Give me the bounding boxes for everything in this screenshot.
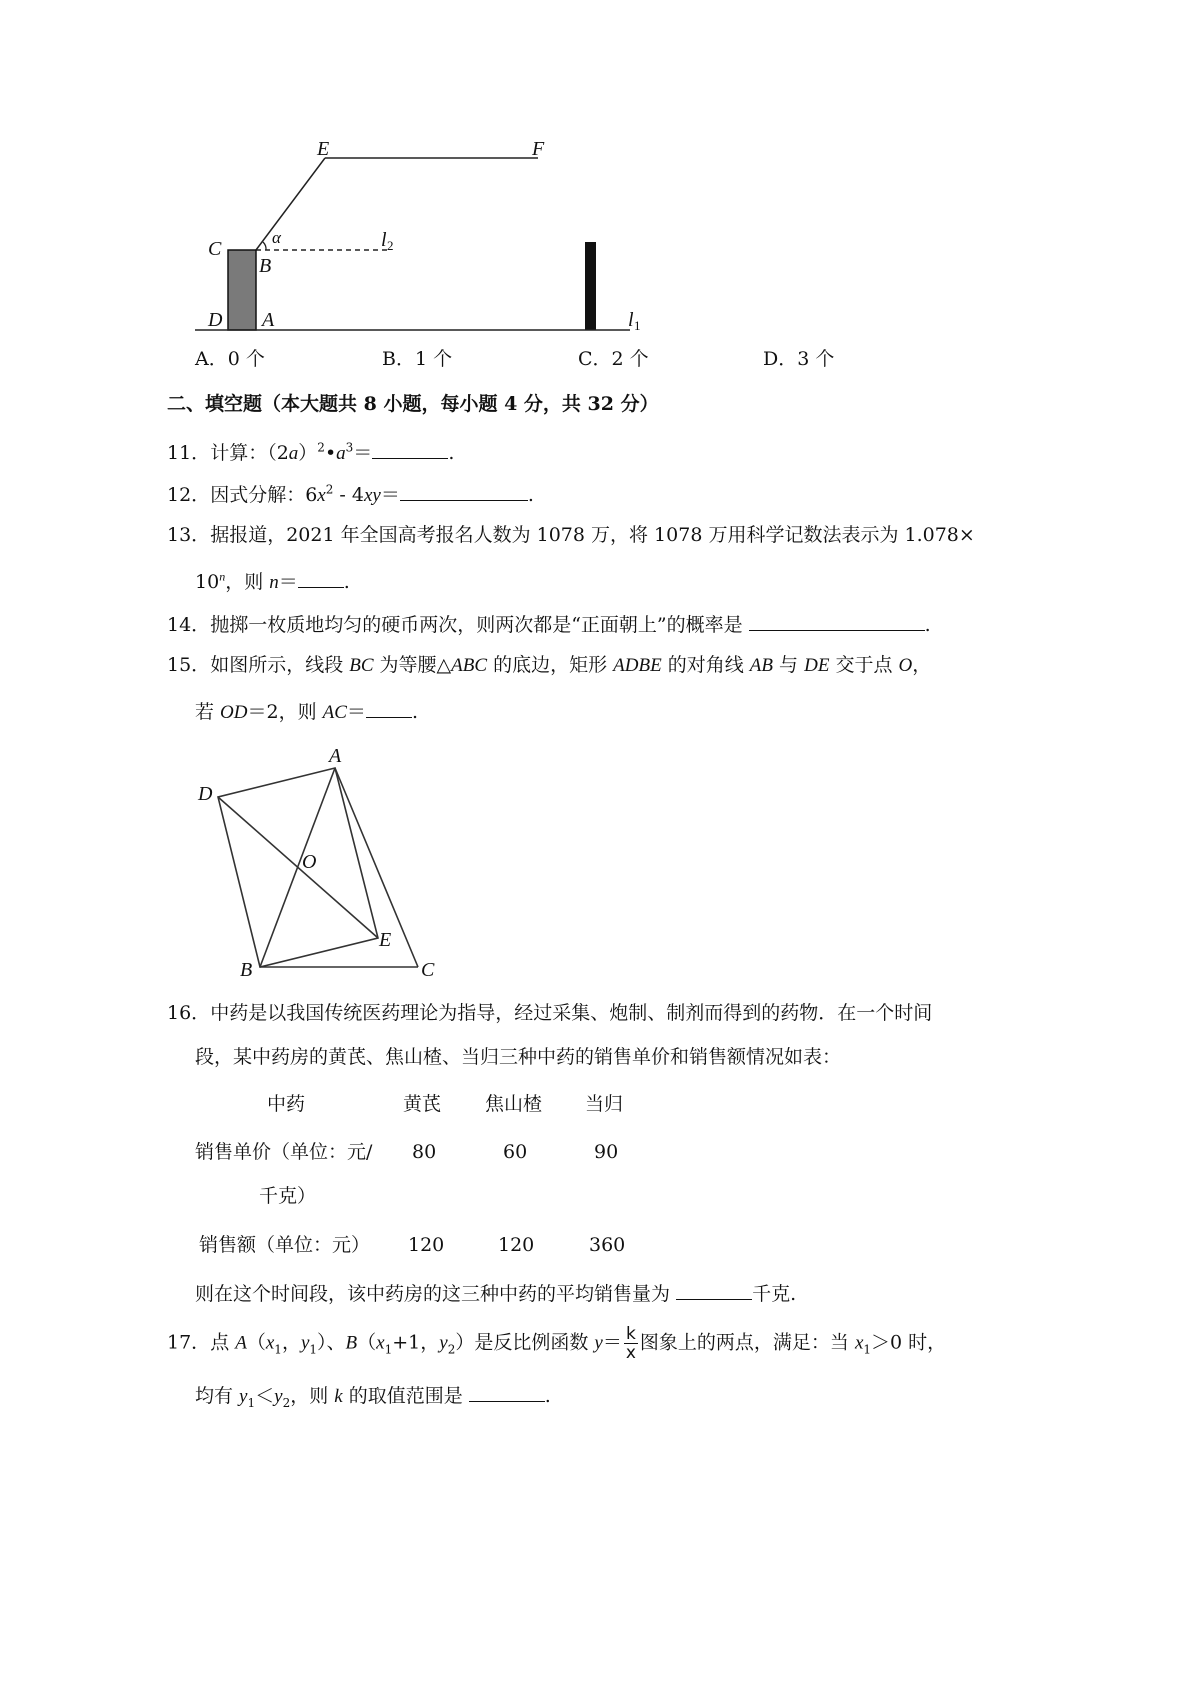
table-row2-label: 销售额（单位：元） xyxy=(199,1234,371,1256)
table-row2-value-3: 360 xyxy=(589,1234,626,1256)
answer-blank-13[interactable] xyxy=(298,567,344,588)
question-13-line1: 13．据报道，2021 年全国高考报名人数为 1078 万，将 1078 万用科学记数法表示为 1.078× xyxy=(167,524,975,546)
label-l2-sub: 2 xyxy=(387,238,394,253)
diagonal-de xyxy=(218,797,378,938)
section-title: 二、填空题（本大题共 8 小题，每小题 4 分，共 32 分） xyxy=(167,393,659,415)
table-row2-value-1: 120 xyxy=(408,1234,445,1256)
table-header-danggui: 当归 xyxy=(585,1093,624,1115)
table-row1-value-1: 80 xyxy=(412,1141,437,1163)
label-e: E xyxy=(379,929,392,951)
label-b: B xyxy=(259,255,272,277)
question-16-line2: 段，某中药房的黄芪、焦山楂、当归三种中药的销售单价和销售额情况如表： xyxy=(195,1046,842,1068)
building-rect xyxy=(228,250,256,330)
question-12: 12．因式分解：$6x^2 - 4xy=$ . xyxy=(167,480,534,508)
label-a: A xyxy=(262,309,275,331)
table-row1-value-2: 60 xyxy=(503,1141,528,1163)
option-b: B．1 个 xyxy=(382,348,453,370)
label-l2: l xyxy=(381,229,387,251)
figure-building-diagram xyxy=(180,130,680,345)
question-16-line3: 则在这个时间段，该中药房的这三种中药的平均销售量为 千克. xyxy=(195,1279,796,1306)
question-14: 14．抛掷一枚质地均匀的硬币两次，则两次都是“正面朝上”的概率是 . xyxy=(167,610,931,637)
label-c: C xyxy=(208,238,222,260)
line-be xyxy=(256,158,325,250)
label-a: A xyxy=(329,745,342,767)
option-a: A．0 个 xyxy=(195,348,265,370)
table-header-jiaoshanzha: 焦山楂 xyxy=(485,1093,543,1115)
label-c: C xyxy=(421,959,435,981)
table-row1-value-3: 90 xyxy=(594,1141,619,1163)
question-17-line1: 17．点 $A(x_1$，$y_1$）、$B(x_1+1$，$y_2$）是反比例函数 y＝ $\frac{k}{x}$ 图象上的两点，满足：当 $x_1>0$ 时， xyxy=(167,1324,947,1363)
table-header-medicine: 中药 xyxy=(267,1093,306,1115)
question-15-line1: 15．如图所示，线段 BC 为等腰△ABC 的底边，矩形 ADBE 的对角线 AB 与 DE 交于点 O， xyxy=(167,654,932,676)
answer-blank-12[interactable] xyxy=(400,480,528,501)
pole-rect xyxy=(585,242,596,330)
label-l1-sub: 1 xyxy=(634,318,641,333)
table-row1-label-b: 千克） xyxy=(259,1185,317,1207)
answer-blank-17[interactable] xyxy=(469,1381,545,1402)
label-alpha: α xyxy=(272,228,281,247)
question-16-line1: 16．中药是以我国传统医药理论为指导，经过采集、炮制、制剂而得到的药物．在一个时间 xyxy=(167,1002,933,1024)
answer-blank-15[interactable] xyxy=(366,697,412,718)
answer-blank-11[interactable] xyxy=(372,438,448,459)
answer-blank-14[interactable] xyxy=(749,610,925,631)
label-o: O xyxy=(302,851,317,873)
figure-rectangle-triangle xyxy=(190,740,450,985)
fraction-k-over-x: $\frac{k}{x}$ xyxy=(625,1324,636,1363)
question-17-line2: 均有 $y_1<y_2$，则 k 的取值范围是 . xyxy=(195,1381,551,1409)
option-c: C．2 个 xyxy=(578,348,649,370)
label-l1: l xyxy=(628,309,634,331)
label-d: D xyxy=(198,783,213,805)
angle-alpha-arc xyxy=(263,242,266,250)
label-f: F xyxy=(532,138,545,160)
table-header-huangqi: 黄芪 xyxy=(403,1093,442,1115)
question-13-line2: 10$^n$，则 n＝ . xyxy=(195,567,350,595)
label-b: B xyxy=(240,959,253,981)
table-row1-label-a: 销售单价（单位：元/ xyxy=(195,1141,373,1163)
answer-blank-16[interactable] xyxy=(676,1279,752,1300)
question-11: 11．计算：$(2a)^2•a^3=$ . xyxy=(167,438,454,466)
question-15-line2: 若 OD＝2，则 AC＝ . xyxy=(195,697,418,725)
label-d: D xyxy=(208,309,223,331)
table-row2-value-2: 120 xyxy=(498,1234,535,1256)
label-e: E xyxy=(317,138,330,160)
option-d: D．3 个 xyxy=(763,348,835,370)
